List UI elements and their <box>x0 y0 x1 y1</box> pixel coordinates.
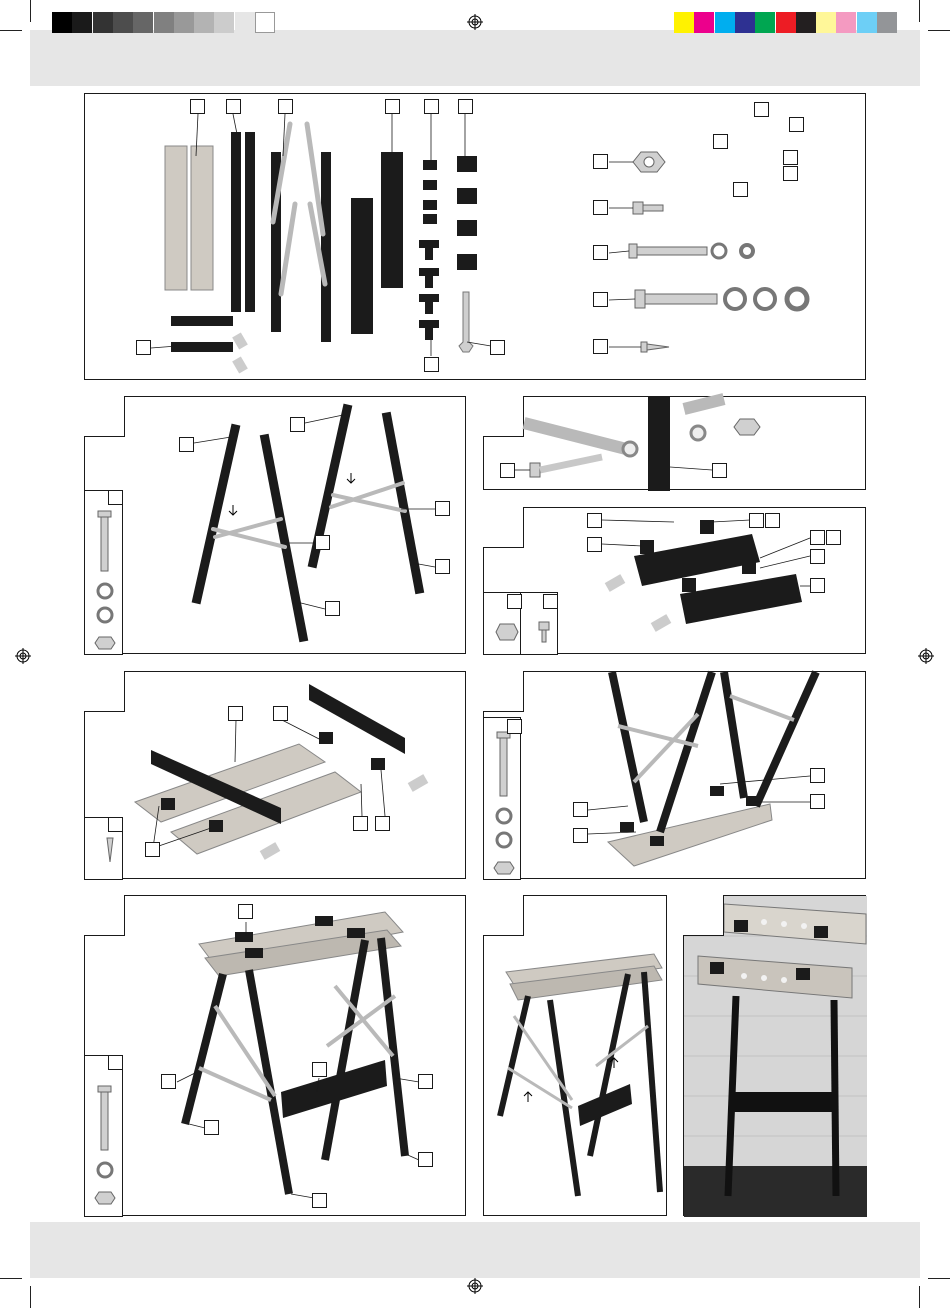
part-number-tag <box>507 594 522 609</box>
clamp-rail-icon <box>351 198 373 334</box>
part-number-tag <box>315 535 330 550</box>
part-number-tag <box>593 154 608 169</box>
parts-overview-panel <box>84 93 866 380</box>
process-color-swatch <box>796 12 816 33</box>
process-color-swatch <box>755 12 775 33</box>
part-number-tag <box>375 816 390 831</box>
crop-mark <box>919 1286 920 1308</box>
part-number-tag <box>783 166 798 181</box>
part-number-tag <box>783 150 798 165</box>
part-number-tag <box>810 530 825 545</box>
registration-mark-icon <box>467 1278 483 1294</box>
worktop-board-icon <box>165 146 213 290</box>
step-6-panel <box>84 895 466 1216</box>
rail-bracket-icon <box>457 156 477 270</box>
part-number-tag <box>353 816 368 831</box>
part-number-tag <box>145 842 160 857</box>
part-number-tag <box>593 339 608 354</box>
part-number-tag <box>418 1152 433 1167</box>
worktop-mount-illustration <box>85 672 467 880</box>
grayscale-swatch <box>214 12 234 33</box>
legs-assembly-illustration <box>85 397 467 655</box>
grayscale-swatch <box>174 12 194 33</box>
part-number-tag <box>593 245 608 260</box>
step-3-panel <box>483 507 866 654</box>
step-2-panel <box>483 396 866 490</box>
part-number-tag <box>765 513 780 528</box>
part-number-tag <box>810 549 825 564</box>
part-number-tag <box>500 463 515 478</box>
part-number-tag <box>312 1062 327 1077</box>
registration-mark-icon <box>15 648 31 664</box>
grayscale-swatch <box>72 12 92 33</box>
crop-mark <box>928 1278 950 1279</box>
finished-bench-illustration <box>85 896 467 1217</box>
grayscale-swatch <box>194 12 214 33</box>
leg-bolt-detail-illustration <box>484 397 867 491</box>
part-number-tag <box>573 828 588 843</box>
clamp-rail-icon <box>381 152 403 288</box>
part-number-tag <box>385 99 400 114</box>
part-number-tag <box>733 182 748 197</box>
grayscale-swatch <box>93 12 113 33</box>
step-5-panel <box>483 671 866 879</box>
part-number-tag <box>435 501 450 516</box>
grayscale-swatch <box>133 12 153 33</box>
registration-mark-icon <box>467 14 483 30</box>
step-number-box <box>683 895 724 936</box>
part-number-tag <box>190 99 205 114</box>
process-color-swatch <box>694 12 714 33</box>
crop-mark <box>30 1286 31 1308</box>
part-number-tag <box>204 1120 219 1135</box>
grayscale-swatch <box>235 12 255 33</box>
step-7-panel <box>483 895 667 1216</box>
grayscale-swatch <box>113 12 133 33</box>
part-number-tag <box>273 706 288 721</box>
crop-mark <box>30 0 31 22</box>
part-number-tag <box>593 292 608 307</box>
stored-bench-photo <box>684 896 867 1217</box>
grayscale-swatch <box>255 12 275 33</box>
part-number-tag <box>108 1055 123 1070</box>
step-4-panel <box>84 671 466 879</box>
part-number-tag <box>490 340 505 355</box>
clamp-handle-icon <box>171 316 248 374</box>
part-number-tag <box>325 601 340 616</box>
crop-mark <box>919 0 920 22</box>
part-number-tag <box>238 904 253 919</box>
part-number-tag <box>712 463 727 478</box>
part-number-tag <box>713 134 728 149</box>
part-number-tag <box>749 513 764 528</box>
part-number-tag <box>278 99 293 114</box>
part-number-tag <box>587 513 602 528</box>
step-1-panel <box>84 396 466 654</box>
process-color-swatch <box>715 12 735 33</box>
registration-mark-icon <box>918 648 934 664</box>
part-number-tag <box>826 530 841 545</box>
part-number-tag <box>458 99 473 114</box>
part-number-tag <box>810 794 825 809</box>
process-color-swatch <box>776 12 796 33</box>
part-number-tag <box>543 594 558 609</box>
process-color-swatch <box>816 12 836 33</box>
process-color-swatch <box>674 12 694 33</box>
part-number-tag <box>754 102 769 117</box>
part-number-tag <box>290 417 305 432</box>
part-number-tag <box>312 1193 327 1208</box>
clamp-block-icon <box>419 160 439 340</box>
process-color-swatch <box>735 12 755 33</box>
part-number-tag <box>810 768 825 783</box>
step-8-panel <box>683 895 866 1216</box>
part-number-tag <box>810 578 825 593</box>
part-number-tag <box>161 1074 176 1089</box>
part-number-tag <box>179 437 194 452</box>
part-number-tag <box>136 340 151 355</box>
part-number-tag <box>108 817 123 832</box>
part-number-tag <box>573 802 588 817</box>
part-number-tag <box>507 719 522 734</box>
part-number-tag <box>424 357 439 372</box>
part-number-tag <box>789 117 804 132</box>
part-number-tag <box>226 99 241 114</box>
part-number-tag <box>418 1074 433 1089</box>
process-color-swatch <box>857 12 877 33</box>
part-number-tag <box>228 706 243 721</box>
hardware-icon <box>629 152 807 352</box>
footer-band <box>30 1222 920 1278</box>
header-band <box>30 30 920 86</box>
part-number-tag <box>424 99 439 114</box>
part-number-tag <box>587 537 602 552</box>
grayscale-swatch <box>154 12 174 33</box>
folding-bench-illustration <box>484 896 668 1217</box>
part-number-tag <box>108 490 123 505</box>
process-color-swatch <box>877 12 897 33</box>
crop-mark <box>928 30 950 31</box>
grayscale-swatch <box>52 12 72 33</box>
crop-mark <box>0 30 22 31</box>
part-number-tag <box>435 559 450 574</box>
crop-mark <box>0 1278 22 1279</box>
part-number-tag <box>593 200 608 215</box>
process-color-swatch <box>836 12 856 33</box>
parts-overview-illustration <box>85 94 867 381</box>
